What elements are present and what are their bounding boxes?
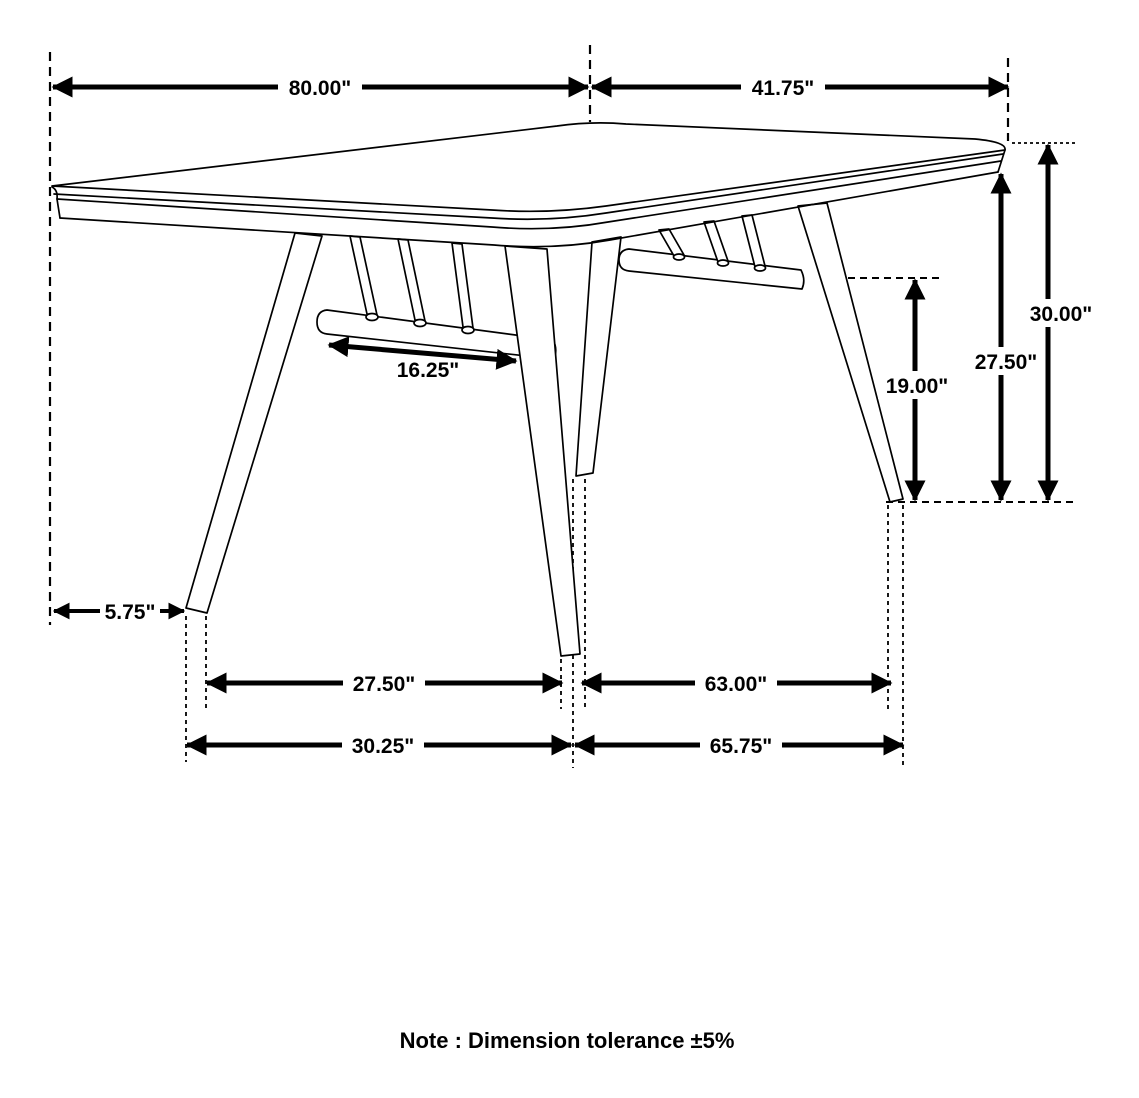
right-spindle-3 [742,215,765,267]
right-spindle-2-cap [718,260,729,266]
dim-left-feet-span [187,731,571,759]
dim-rear-feet-gap [582,669,891,697]
table-drawing [52,123,1005,656]
dim-stretcher-height-label: 19.00" [885,375,949,398]
dim-apron-height-label: 27.50" [974,351,1038,374]
left-spindle-3-cap [462,327,474,334]
dim-top-width-label: 41.75" [751,77,815,100]
right-spindle-1-cap [674,254,685,260]
left-leg-assembly [186,233,580,656]
dim-right-feet-span-label: 65.75" [709,735,773,758]
left-spindle-3 [452,243,473,328]
left-assembly-far-leg [505,246,580,656]
dim-overall-height [1022,145,1102,500]
right-assembly-far-leg [798,203,903,502]
dim-apron-height [967,174,1045,500]
dim-right-feet-span [575,731,903,759]
right-spindle-3-cap [755,265,766,271]
dim-front-feet-gap-label: 27.50" [352,673,416,696]
right-leg-assembly [576,203,903,502]
dim-top-length-label: 80.00" [288,77,352,100]
right-stretcher-bar [619,249,804,289]
tabletop-surface [52,123,1005,211]
dim-overall-height-label: 30.00" [1029,303,1093,326]
dim-top-width [592,73,1008,101]
right-spindle-1 [659,229,684,256]
dim-stretcher-length-label: 16.25" [396,359,460,382]
left-spindle-1 [350,236,377,315]
dim-left-feet-span-label: 30.25" [351,735,415,758]
tolerance-note: Note : Dimension tolerance ±5% [399,1028,735,1053]
right-spindle-2 [704,221,728,262]
right-assembly-near-leg [576,237,621,476]
dim-front-feet-gap [207,669,562,697]
tabletop [52,123,1005,247]
dim-rear-feet-gap-label: 63.00" [704,673,768,696]
left-assembly-near-leg [186,233,322,613]
left-spindle-2 [398,239,425,321]
dim-foot-inset [54,601,184,624]
left-spindle-2-cap [414,320,426,327]
left-corner-edge [52,187,60,218]
dim-top-length [53,73,588,101]
left-spindle-1-cap [366,314,378,321]
dim-foot-inset-label: 5.75" [104,601,156,624]
